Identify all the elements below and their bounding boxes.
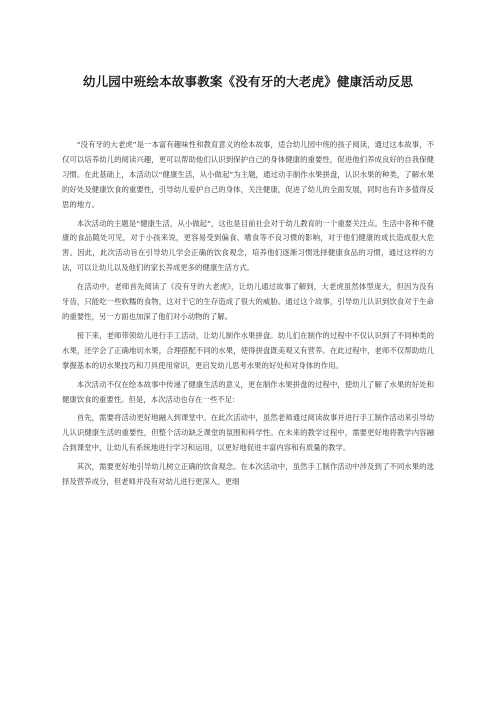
paragraph: 在活动中，老师首先阅读了《没有牙的大老虎》，让幼儿通过故事了解到，大老虎虽然体型庞大，但因为没有牙齿，只能吃一些软糯的食物，这对于它的生存造成了很大的威胁。通过这个故事，引导幼儿认识到饮食对于生命的重要性，另一方面也加深了他们对小动物的了解。 xyxy=(62,282,434,321)
paragraph: 接下来，老师带领幼儿进行手工活动，让幼儿制作水果拼盘。幼儿们在制作的过程中不仅认识到了不同种类的水果，还学会了正确地切水果，合理搭配不同的水果，使得拼盘既美观又有营养。在此过程中，老师不仅帮助幼儿掌握基本的切水果技巧和刀具使用常识，更启发幼儿思考水果的好处和对身体的作用。 xyxy=(62,330,434,370)
document-body xyxy=(62,138,434,494)
paragraph: 本次活动的主题是“健康生活，从小做起”，这也是目前社会对于幼儿教育的一个重要关注点。生活中各种不健康的食品随处可见，对于小孩来说，更容易受到偏食、嗜食等不良习惯的影响，对于他们健康的成长造成很大危害。因此，此次活动旨在引导幼儿学会正确的饮食观念，培养他们逐渐习惯选择健康食品的习惯，通过这样的方法，可以让幼儿以及他们的家长养成更多的健康生活方式。 xyxy=(62,218,434,273)
paragraph: “没有牙的大老虎”是一本富有趣味性和教育意义的绘本故事，适合幼儿园中班的孩子阅读，通过这本故事，不仅可以培养幼儿的阅读兴趣，更可以帮助他们认识到保护自己的身体健康的重要性，促进他们养成良好的自我保健习惯。在此基础上，本活动以“健康生活，从小做起”为主题，通过动手制作水果拼盘，认识水果的种类，了解水果的好处及健康饮食的重要性，引导幼儿爱护自己的身体，关注健康，促进了幼儿的全面发展，同时也有许多值得反思的地方。 xyxy=(62,140,434,209)
paragraph: 其次，需要更好地引导幼儿树立正确的饮食观念。在本次活动中，虽然手工制作活动中涉及到了不同水果的选择及营养成分，但老师并没有对幼儿进行更深入、更细 xyxy=(62,462,434,487)
paragraph: 本次活动不仅在绘本故事中传递了健康生活的意义，更在制作水果拼盘的过程中，使幼儿了解了水果的好处和健康饮食的重要性。但是，本次活动也存在一些不足： xyxy=(62,379,434,404)
document-title: 幼儿园中班绘本故事教案《没有牙的大老虎》健康活动反思 xyxy=(82,74,414,89)
paragraph: 首先，需要将活动更好地融入到课堂中。在此次活动中，虽然老师通过阅读故事并进行手工制作活动来引导幼儿认识健康生活的重要性，但整个活动缺乏课堂的氛围和科学性。在未来的教学过程中，需要更好地将教学内容融合到课堂中，让幼儿有系统地进行学习和运用，以更好地促进丰富内容和有质量的教学。 xyxy=(62,413,434,453)
